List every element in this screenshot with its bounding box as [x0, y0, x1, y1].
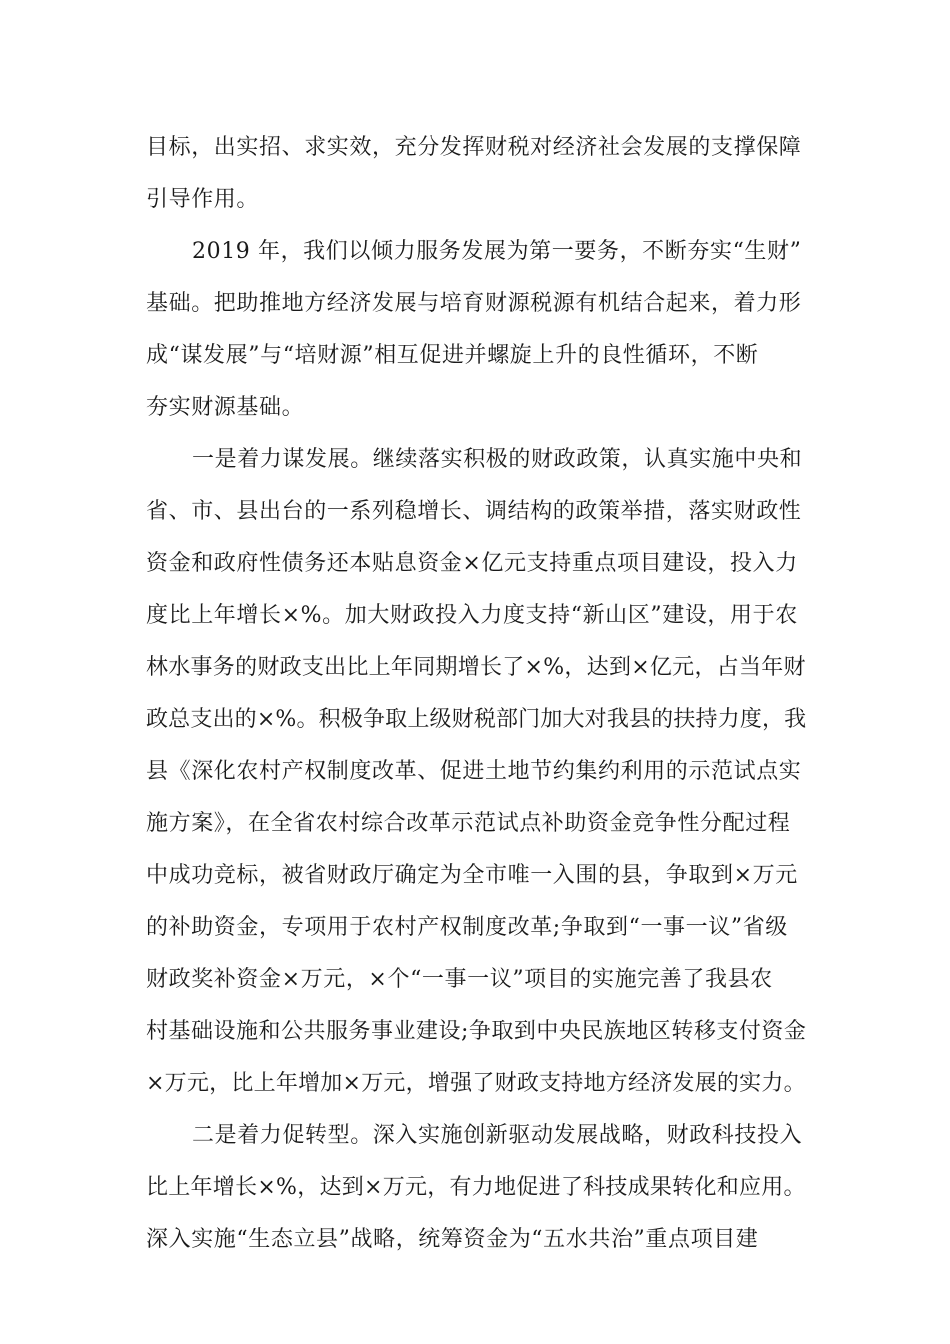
text-line: 县《深化农村产权制度改革、促进土地节约集约利用的示范试点实	[146, 759, 802, 784]
text-line: 目标，出实招、求实效，充分发挥财税对经济社会发展的支撑保障	[146, 135, 802, 160]
text-line: 林水事务的财政支出比上年同期增长了×%，达到×亿元，占当年财	[146, 655, 806, 680]
text-line: 引导作用。	[146, 187, 260, 212]
text-line: 成“谋发展”与“培财源”相互促进并螺旋上升的良性循环，不断	[146, 343, 759, 368]
text-line: 度比上年增长×%。加大财政投入力度支持“新山区”建设，用于农	[146, 603, 798, 628]
paragraph-first-line: 二是着力促转型。深入实施创新驱动发展战略，财政科技投入	[192, 1123, 803, 1148]
text-line: ×万元，比上年增加×万元，增强了财政支持地方经济发展的实力。	[146, 1071, 806, 1096]
text-line: 村基础设施和公共服务事业建设;争取到中央民族地区转移支付资金	[146, 1019, 807, 1044]
paragraph-first-line: 2019 年，我们以倾力服务发展为第一要务，不断夯实“生财”	[192, 239, 802, 264]
text-line: 比上年增长×%，达到×万元，有力地促进了科技成果转化和应用。	[146, 1175, 806, 1200]
text-line: 施方案》，在全省农村综合改革示范试点补助资金竞争性分配过程	[146, 811, 791, 836]
text-line: 省、市、县出台的一系列稳增长、调结构的政策举措，落实财政性	[146, 499, 802, 524]
text-line: 中成功竞标，被省财政厅确定为全市唯一入围的县，争取到×万元	[146, 863, 798, 888]
text-line: 夯实财源基础。	[146, 395, 305, 420]
text-line: 基础。把助推地方经济发展与培育财源税源有机结合起来，着力形	[146, 291, 802, 316]
text-line: 资金和政府性债务还本贴息资金×亿元支持重点项目建设，投入力	[146, 551, 798, 576]
text-line: 的补助资金，专项用于农村产权制度改革;争取到“一事一议”省级	[146, 915, 788, 940]
text-line: 政总支出的×%。积极争取上级财税部门加大对我县的扶持力度，我	[146, 707, 807, 732]
paragraph-first-line: 一是着力谋发展。继续落实积极的财政政策，认真实施中央和	[192, 447, 803, 472]
text-line: 财政奖补资金×万元，×个“一事一议”项目的实施完善了我县农	[146, 967, 773, 992]
text-line: 深入实施“生态立县”战略，统筹资金为“五水共治”重点项目建	[146, 1227, 759, 1252]
